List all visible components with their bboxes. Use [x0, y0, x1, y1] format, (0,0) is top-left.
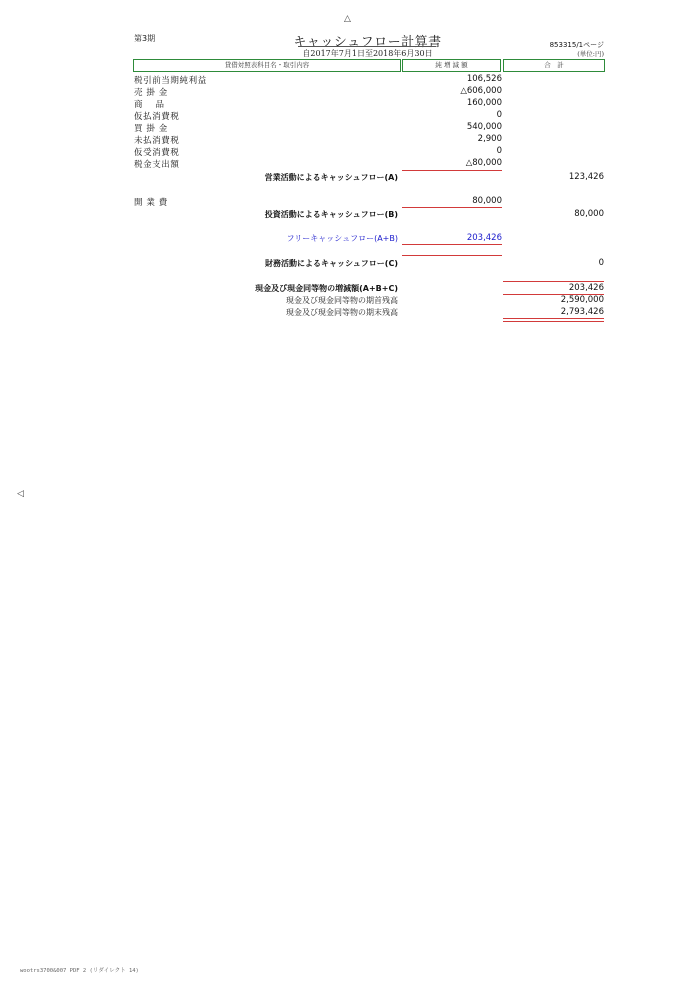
subtotal-label: 投資活動によるキャッシュフロー(B) — [264, 210, 398, 219]
column-header-account: 貸借対照表科目名・取引内容 — [133, 59, 401, 72]
subtotal-value: 0 — [598, 258, 604, 268]
item-label: 税引前当期純利益 — [134, 76, 207, 86]
item-label: 売 掛 金 — [134, 88, 168, 98]
item-label: 仮受消費税 — [134, 148, 180, 158]
item-value: 160,000 — [466, 98, 502, 108]
item-value: 0 — [496, 110, 502, 120]
footer-text: wootrs3700&007 PDF 2 (リダイレクト 14) — [20, 968, 139, 974]
item-label: 未払消費税 — [134, 136, 180, 146]
page-title: キャッシュフロー計算書 — [293, 35, 442, 50]
subtotal-label: 財務活動によるキャッシュフロー(C) — [264, 259, 398, 268]
unit-label: (単位:円) — [577, 50, 604, 58]
item-value: △80,000 — [465, 158, 502, 168]
free-cashflow-rule — [402, 244, 502, 245]
cash-end-label: 現金及び現金同等物の期末残高 — [286, 308, 398, 317]
date-range: 自2017年7月1日至2018年6月30日 — [302, 49, 433, 58]
table-row — [0, 158, 700, 170]
item-label: 開 業 費 — [134, 198, 168, 208]
table-row — [0, 146, 700, 158]
cash-change-value: 203,426 — [568, 283, 604, 293]
table-row — [0, 86, 700, 98]
item-value: 0 — [496, 146, 502, 156]
free-cashflow-value: 203,426 — [466, 233, 502, 243]
subtotal-value: 80,000 — [574, 209, 604, 219]
subtotal-label: 営業活動によるキャッシュフロー(A) — [264, 173, 398, 182]
subtotal-rule — [402, 170, 502, 171]
item-value: 540,000 — [466, 122, 502, 132]
item-label: 商 品 — [134, 100, 165, 110]
cash-begin-row — [0, 295, 700, 307]
item-value: 80,000 — [472, 196, 502, 206]
column-header-net-change: 純 増 減 額 — [402, 59, 501, 72]
item-value: △606,000 — [460, 86, 502, 96]
grand-total-double-rule — [503, 318, 604, 322]
fiscal-period: 第3期 — [134, 34, 156, 43]
subtotal-row-financing — [0, 258, 700, 270]
item-value: 106,526 — [466, 74, 502, 84]
table-row — [0, 122, 700, 134]
cash-begin-value: 2,590,000 — [560, 295, 604, 305]
subtotal-rule — [402, 207, 502, 208]
total-rule — [503, 281, 604, 282]
left-marker-icon: ◁ — [17, 489, 24, 499]
item-label: 仮払消費税 — [134, 112, 180, 122]
subtotal-value: 123,426 — [568, 172, 604, 182]
cash-begin-label: 現金及び現金同等物の期首残高 — [286, 296, 398, 305]
cash-change-label: 現金及び現金同等物の増減額(A+B+C) — [255, 284, 398, 293]
top-marker-icon: △ — [344, 14, 351, 24]
item-label: 税金支出額 — [134, 160, 180, 170]
table-row — [0, 98, 700, 110]
item-value: 2,900 — [477, 134, 502, 144]
table-row — [0, 134, 700, 146]
subtotal-row-investing — [0, 209, 700, 221]
table-row — [0, 74, 700, 86]
table-row — [0, 196, 700, 208]
free-cashflow-label: フリーキャッシュフロー(A+B) — [286, 234, 398, 243]
page-number: 853315/1ページ — [549, 41, 604, 49]
financing-rule — [402, 255, 502, 256]
title-underline — [298, 46, 436, 47]
item-label: 買 掛 金 — [134, 124, 168, 134]
cash-end-value: 2,793,426 — [560, 307, 604, 317]
subtotal-row-operating — [0, 172, 700, 184]
column-header-total: 合 計 — [503, 59, 605, 72]
free-cashflow-row — [0, 233, 700, 245]
table-row — [0, 110, 700, 122]
